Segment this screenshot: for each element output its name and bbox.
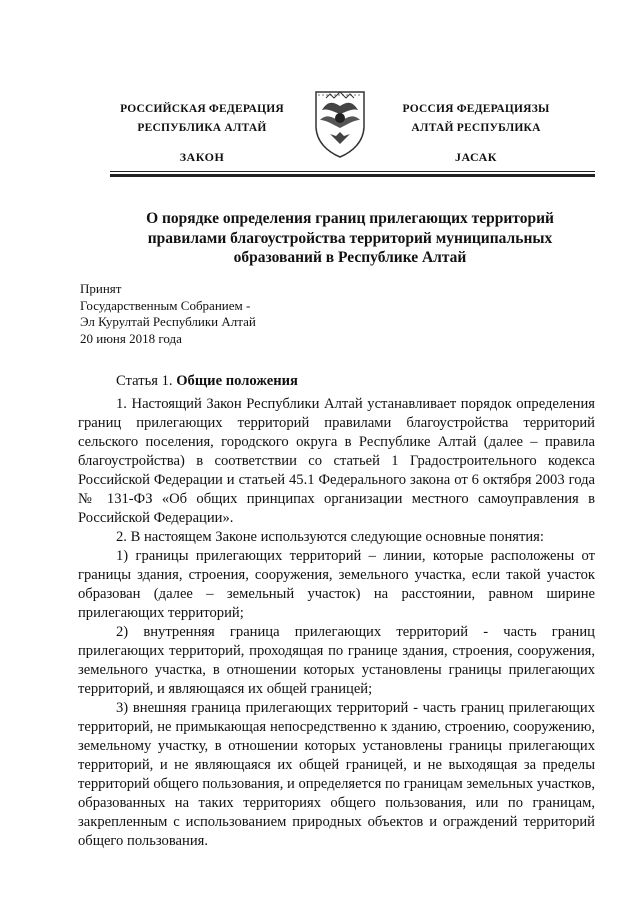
paragraph-2: 2. В настоящем Законе используются следующие основные понятия: [116,529,544,545]
header-left-country: РОССИЙСКАЯ ФЕДЕРАЦИЯ [120,103,284,115]
definition-2: 2) внутренняя граница прилегающих территорий - часть границ прилегающих территорий, проходящая по границе здания, строения, сооружения, земельного участка, в отношении которых установлены границы прилегающих территорий, и являющаяся их общей границей; [78,624,595,697]
article-heading [78,372,595,391]
adoption-block [80,281,380,347]
header-left [112,100,292,167]
header-divider-thick [110,174,595,177]
definition-3: 3) внешняя граница прилегающих территорий - часть границ прилегающих территорий, не примыкающая непосредственно к зданию, строению, сооружению, земельному участку, в отношении которых установлены границы прилегающих территорий, и не являющаяся их общей границей, и не выходящая за пределы территорий общего пользования, и определяется по границам земельных участков, образованных на таких территориях общего пользования, или по границам, закрепленным с использованием природных объектов и ограждений территорий общего пользования. [78,700,595,849]
header-divider-thin [110,171,595,172]
coat-of-arms-icon [308,86,372,160]
definition-1: 1) границы прилегающих территорий – линии, которые расположены от границы здания, строения, сооружения, земельного участка, если такой участок образован (далее – земельный участок) на расстоянии, равном ширине прилегающих территорий; [78,548,595,621]
adopted-date: 20 июня 2018 года [80,330,182,346]
law-title: О порядке определения границ прилегающих территорий правилами благоустройства территорий муниципальных образований в Республике Алтай [146,210,554,266]
article-number: Статья 1. [116,373,177,389]
header-right-republic: АЛТАЙ РЕСПУБЛИКА [411,122,541,134]
adopted-label: Принят [80,281,122,296]
header-right [386,100,566,167]
paragraph-1: 1. Настоящий Закон Республики Алтай устанавливает порядок определения границ прилегающих территорий правилами благоустройства территорий сельского поселения, городского округа в Республике Алтай (далее – правила благоустройства) в соответствии со статьей 1 Градостроительного кодекса Российской Федерации и статьей 45.1 Федерального закона от 6 октября 2003 года № 131-ФЗ «Об общих принципах организации местного самоуправления в Российской Федерации». [78,396,595,526]
adopted-assembly: Эл Курултай Республики Алтай [80,314,256,329]
header-left-doc-type: ЗАКОН [179,150,225,164]
header-right-doc-type: JАСАК [454,150,497,164]
header-right-country: РОССИЯ ФЕДЕРАЦИЯЗЫ [402,103,550,115]
article-title: Общие положения [176,373,298,389]
article-1 [78,372,595,851]
adopted-body: Государственным Собранием - [80,297,251,313]
header-left-republic: РЕСПУБЛИКА АЛТАЙ [137,122,267,134]
